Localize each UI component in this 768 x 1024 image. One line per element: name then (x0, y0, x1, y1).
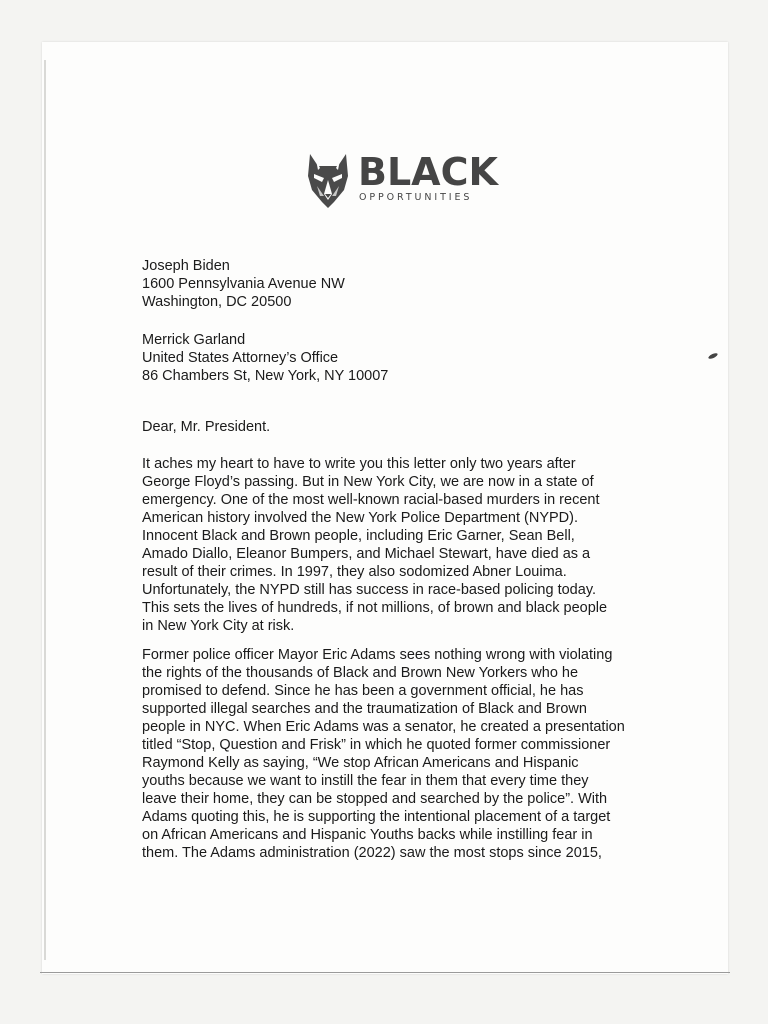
paragraph-line: result of their crimes. In 1997, they also sodomized Abner Louima. (142, 564, 567, 580)
paragraph-line: George Floyd’s passing. But in New York City, we are now in a state of (142, 474, 594, 490)
paragraph-line: people in NYC. When Eric Adams was a senator, he created a presentation (142, 719, 625, 735)
paragraph-line: promised to defend. Since he has been a government official, he has (142, 683, 584, 699)
paragraph-line: supported illegal searches and the traumatization of Black and Brown (142, 701, 587, 717)
address-line: Washington, DC 20500 (142, 294, 292, 310)
address-line: Merrick Garland (142, 332, 246, 348)
salutation (142, 418, 270, 436)
paragraph-line: them. The Adams administration (2022) saw the most stops since 2015, (142, 845, 602, 861)
paragraph-line: Innocent Black and Brown people, including Eric Garner, Sean Bell, (142, 528, 575, 544)
brand-name: BLACK (358, 150, 498, 194)
address-line: 86 Chambers St, New York, NY 10007 (142, 368, 389, 384)
paper-left-edge (44, 60, 46, 960)
paragraph-line: It aches my heart to have to write you this letter only two years after (142, 456, 576, 472)
address-line: Joseph Biden (142, 258, 230, 274)
paragraph-line: Raymond Kelly as saying, “We stop African Americans and Hispanic (142, 755, 579, 771)
paragraph-line: Adams quoting this, he is supporting the intentional placement of a target (142, 809, 611, 825)
recipient-address-1 (142, 257, 345, 311)
paragraph-line: Amado Diallo, Eleanor Bumpers, and Michael Stewart, have died as a (142, 546, 591, 562)
brand-tagline: OPPORTUNITIES (359, 192, 473, 203)
paragraph-line: titled “Stop, Question and Frisk” in which he quoted former commissioner (142, 737, 611, 753)
paragraph-line: youths because we want to instill the fear in them that every time they (142, 773, 589, 789)
company-logo (304, 150, 498, 212)
paragraph-2 (142, 646, 625, 862)
address-line: United States Attorney’s Office (142, 350, 339, 366)
paragraph-line: This sets the lives of hundreds, if not millions, of brown and black people (142, 600, 608, 616)
paragraph-line: leave their home, they can be stopped and searched by the police”. With (142, 791, 608, 807)
wolf-icon (304, 150, 352, 212)
paragraph-line: emergency. One of the most well-known racial-based murders in recent (142, 492, 600, 508)
paragraph-line: American history involved the New York Police Department (NYPD). (142, 510, 578, 526)
recipient-address-2 (142, 331, 388, 385)
paper-bottom-edge (40, 972, 730, 973)
address-line: 1600 Pennsylvania Avenue NW (142, 276, 345, 292)
paragraph-1 (142, 455, 607, 635)
paragraph-line: on African Americans and Hispanic Youths backs while instilling fear in (142, 827, 593, 843)
paragraph-line: the rights of the thousands of Black and Brown New Yorkers who he (142, 665, 579, 681)
paragraph-line: in New York City at risk. (142, 618, 295, 634)
paragraph-line: Former police officer Mayor Eric Adams sees nothing wrong with violating (142, 647, 613, 663)
paragraph-line: Unfortunately, the NYPD still has success in race-based policing today. (142, 582, 597, 598)
salutation-text: Dear, Mr. President. (142, 419, 271, 435)
